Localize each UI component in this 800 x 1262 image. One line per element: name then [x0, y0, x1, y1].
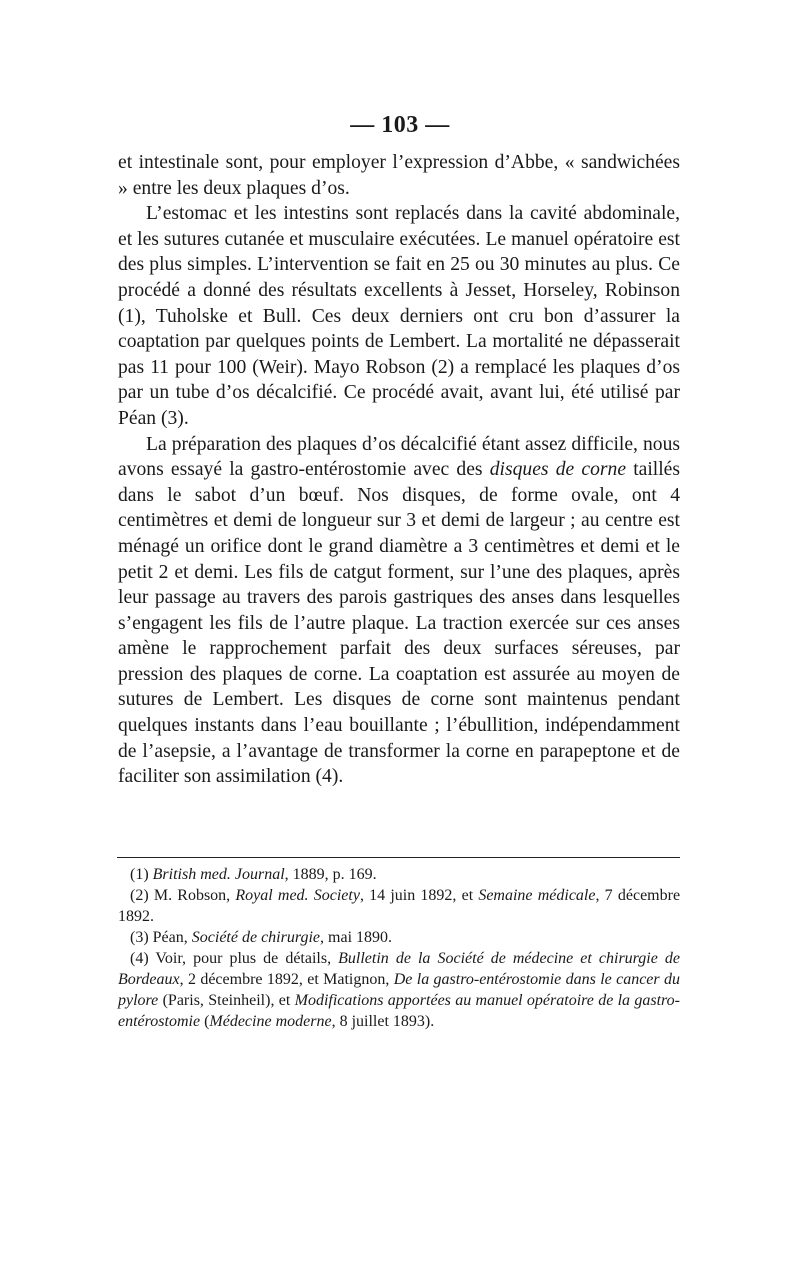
footnote-title: Bulletin de la Société de médecine et chirurgie de Bordeaux: [118, 950, 680, 988]
footnote-3: [118, 927, 680, 948]
footnote-mark: (2): [130, 887, 154, 904]
footnote-text: Péan,: [152, 929, 192, 946]
footnote-title: Société de chirurgie: [191, 929, 321, 946]
footnote-mark: (4): [130, 950, 156, 967]
footnote-mark: (3): [130, 929, 153, 946]
body-text: [118, 150, 680, 790]
paragraph-3: [118, 432, 680, 790]
footnote-text: , 2 décembre 1892, et Matignon,: [179, 971, 394, 988]
footnote-text: , mai 1890.: [320, 929, 393, 946]
paragraph-3-text: La préparation des plaques d’os décalcifié étant assez difficile, nous avons essayé la gastro-entérostomie avec des: [118, 433, 680, 481]
footnotes: [118, 864, 680, 1032]
footnote-title: Semaine médicale: [478, 887, 596, 904]
page-number: — 103 —: [350, 112, 450, 138]
footnote-title: Royal med. Society: [235, 887, 360, 904]
footnote-divider: [117, 857, 680, 858]
footnote-2: [118, 885, 680, 927]
footnote-title: De la gastro-entérostomie dans le cancer du pylore: [118, 971, 681, 1009]
footnote-text: M. Robson,: [153, 887, 236, 904]
footnote-text: , 7 décembre 1892.: [118, 887, 681, 925]
footnote-text: (: [200, 1013, 210, 1030]
footnote-mark: (1): [130, 866, 153, 883]
footnote-text: (Paris, Steinheil), et: [158, 992, 295, 1009]
footnote-title: British med. Journal: [152, 866, 285, 883]
footnote-text: , 1889, p. 169.: [284, 866, 377, 883]
paragraph-2: L’estomac et les intestins sont replacés dans la cavité abdominale, et les sutures cutanée et musculaire exécutées. Le manuel opératoire est des plus simples. L’intervention se fait en 25 ou 30 minutes au plus. Ce procédé a donné des résultats excellents à Jesset, Horseley, Robinson (1), Tuholske et Bull. Ces deux derniers ont cru bon d’assurer la coaptation par quelques points de Lembert. La mortalité ne dépasserait pas 11 pour 100 (Weir). Mayo Robson (2) a remplacé les plaques d’os par un tube d’os décalcifié. Ce procédé avait, avant lui, été utilisé par Péan (3).: [118, 203, 680, 429]
footnote-title: Médecine moderne: [209, 1013, 332, 1030]
paragraph-3-text-continued: taillés dans le sabot d’un bœuf. Nos disques, de forme ovale, ont 4 centimètres et demi de longueur sur 3 et demi de largeur ; au centre est ménagé un orifice dont le grand diamètre a 3 centimètres et demi et le petit 2 et demi. Les fils de catgut forment, sur l’une des plaques, après leur passage au travers des parois gastriques des anses dans lesquelles s’engagent les fils de l’autre plaque. La traction exercée sur ces anses amène le rapprochement parfait des deux surfaces séreuses, par pression des plaques de corne. La coaptation est assurée au moyen de sutures de Lembert. Les disques de corne sont maintenus pendant quelques instants dans l’eau bouillante ; l’ébullition, indépendamment de l’asepsie, a l’avantage de transformer la corne en parapeptone et de faciliter son assimilation (4).: [118, 459, 680, 788]
paragraph-1: et intestinale sont, pour employer l’expression d’Abbe, « sandwichées » entre les deux plaques d’os.: [118, 152, 680, 199]
footnote-title: Modifications apportées au manuel opératoire de la gastro-entérostomie: [118, 992, 680, 1030]
paragraph-3-italic: disques de corne: [489, 459, 627, 481]
footnote-1: [118, 864, 680, 885]
footnote-4: [118, 948, 680, 1032]
footnote-text: , 14 juin 1892, et: [359, 887, 479, 904]
footnote-text: , 8 juillet 1893).: [331, 1013, 435, 1030]
footnote-text: Voir, pour plus de détails,: [155, 950, 339, 967]
